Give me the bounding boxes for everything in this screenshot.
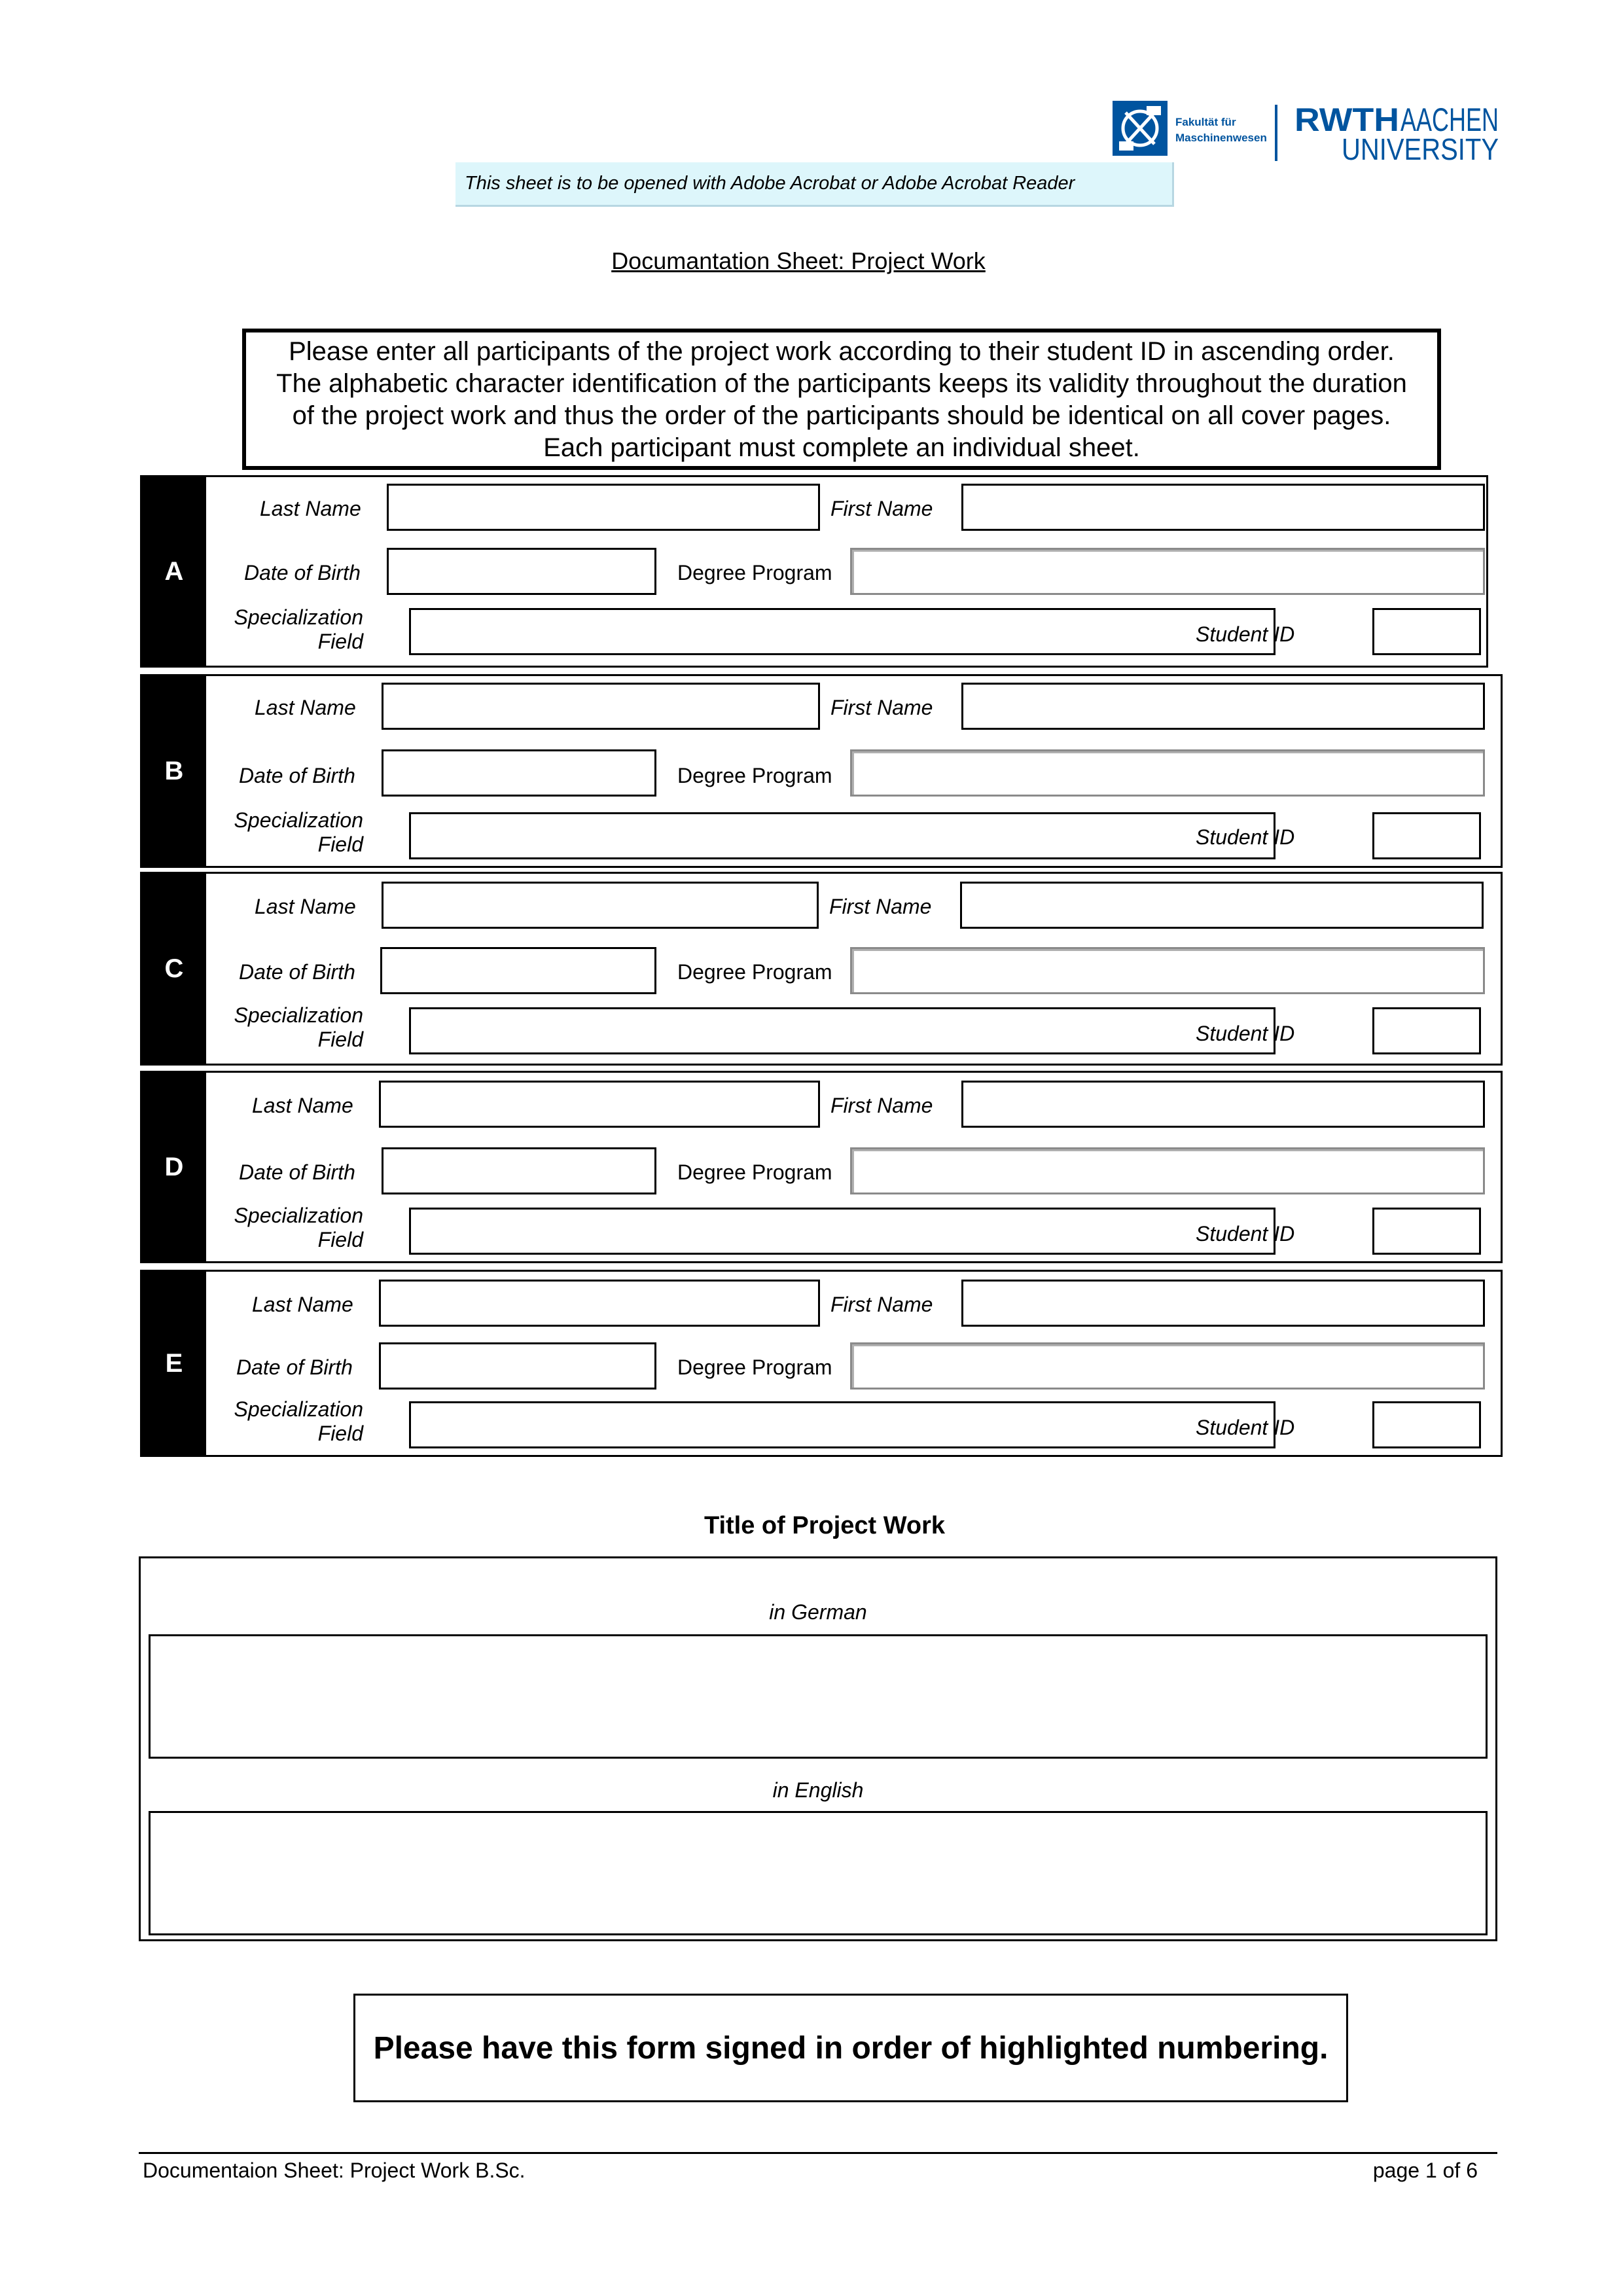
instructions-line: Each participant must complete an individual sheet. (543, 433, 1140, 462)
first-name-label: First Name (830, 1293, 933, 1316)
faculty-emblem-icon (1113, 99, 1499, 165)
specialization-label: Specialization Field (234, 1204, 363, 1251)
degree-program-label: Degree Program (677, 561, 832, 584)
first-name-label: First Name (829, 895, 932, 918)
footer-document-name: Documentaion Sheet: Project Work B.Sc. (143, 2159, 526, 2182)
footer-divider (139, 2152, 1497, 2154)
degree-program-field[interactable] (850, 1342, 1485, 1390)
student-id-label: Student ID (1196, 1022, 1295, 1045)
date-of-birth-label: Date of Birth (239, 764, 355, 787)
participant-letter: D (142, 1073, 206, 1261)
german-title-label: in German (769, 1600, 867, 1624)
date-of-birth-label: Date of Birth (236, 1355, 353, 1379)
german-title-field[interactable] (149, 1634, 1488, 1759)
first-name-field[interactable] (960, 882, 1484, 929)
last-name-label: Last Name (260, 497, 361, 520)
first-name-field[interactable] (961, 683, 1485, 730)
degree-program-label: Degree Program (677, 960, 832, 984)
university-logo (1113, 99, 1499, 165)
student-id-field[interactable] (1372, 1401, 1481, 1448)
specialization-field[interactable] (409, 1401, 1275, 1448)
instructions-box (242, 329, 1441, 470)
first-name-field[interactable] (961, 1081, 1485, 1128)
last-name-field[interactable] (387, 484, 820, 531)
student-id-label: Student ID (1196, 1222, 1295, 1246)
acrobat-notice (455, 162, 1174, 207)
student-id-field[interactable] (1372, 812, 1481, 859)
last-name-label: Last Name (252, 1293, 353, 1316)
participant-block-c (140, 872, 1503, 1066)
participant-letter: C (142, 874, 206, 1064)
last-name-field[interactable] (382, 882, 819, 929)
student-id-field[interactable] (1372, 1007, 1481, 1054)
degree-program-label: Degree Program (677, 1160, 832, 1184)
student-id-label: Student ID (1196, 622, 1295, 646)
specialization-field[interactable] (409, 608, 1275, 655)
last-name-field[interactable] (379, 1081, 820, 1128)
english-title-label: in English (772, 1778, 864, 1802)
degree-program-label: Degree Program (677, 1355, 832, 1379)
specialization-label: Specialization Field (234, 1397, 363, 1445)
svg-text:AACHEN: AACHEN (1400, 101, 1499, 138)
participant-block-a (140, 475, 1488, 668)
date-of-birth-label: Date of Birth (244, 561, 361, 584)
first-name-field[interactable] (961, 484, 1485, 531)
participant-letter: B (142, 676, 206, 866)
date-of-birth-field[interactable] (379, 1342, 656, 1390)
last-name-label: Last Name (255, 696, 356, 719)
project-title-box (139, 1556, 1497, 1941)
signing-order-note-text: Please have this form signed in order of highlighted numbering. (373, 2030, 1329, 2066)
first-name-label: First Name (830, 497, 933, 520)
instructions-line: Please enter all participants of the project work according to their student ID in ascending order. (289, 337, 1395, 366)
svg-text:Maschinenwesen: Maschinenwesen (1175, 132, 1267, 144)
instructions-line: of the project work and thus the order of the participants should be identical on all cover pages. (292, 401, 1391, 430)
student-id-label: Student ID (1196, 825, 1295, 849)
participant-letter: E (142, 1272, 206, 1455)
specialization-label: Specialization Field (234, 605, 363, 653)
specialization-label: Specialization Field (234, 808, 363, 856)
degree-program-field[interactable] (850, 947, 1485, 994)
svg-text:UNIVERSITY: UNIVERSITY (1342, 132, 1499, 166)
date-of-birth-field[interactable] (387, 548, 656, 595)
specialization-field[interactable] (409, 812, 1275, 859)
student-id-field[interactable] (1372, 1208, 1481, 1255)
student-id-field[interactable] (1372, 608, 1481, 655)
date-of-birth-field[interactable] (380, 947, 656, 994)
degree-program-label: Degree Program (677, 764, 832, 787)
last-name-label: Last Name (252, 1094, 353, 1117)
instructions-line: The alphabetic character identification of the participants keeps its validity throughout the duration (276, 369, 1407, 398)
first-name-field[interactable] (961, 1280, 1485, 1327)
degree-program-field[interactable] (850, 1147, 1485, 1194)
svg-text:RWTH: RWTH (1294, 101, 1399, 138)
first-name-label: First Name (830, 1094, 933, 1117)
english-title-field[interactable] (149, 1811, 1488, 1935)
degree-program-field[interactable] (850, 749, 1485, 797)
degree-program-field[interactable] (850, 548, 1485, 595)
participant-letter: A (142, 477, 206, 666)
specialization-field[interactable] (409, 1208, 1275, 1255)
date-of-birth-field[interactable] (382, 1147, 656, 1194)
project-title-heading: Title of Project Work (704, 1512, 946, 1539)
date-of-birth-field[interactable] (382, 749, 656, 797)
date-of-birth-label: Date of Birth (239, 960, 355, 984)
last-name-field[interactable] (379, 1280, 820, 1327)
student-id-label: Student ID (1196, 1416, 1295, 1439)
date-of-birth-label: Date of Birth (239, 1160, 355, 1184)
last-name-field[interactable] (382, 683, 820, 730)
participant-block-b (140, 674, 1503, 868)
first-name-label: First Name (830, 696, 933, 719)
acrobat-notice-text: This sheet is to be opened with Adobe Acrobat or Adobe Acrobat Reader (465, 173, 1075, 194)
participant-block-d (140, 1071, 1503, 1263)
signing-order-note (353, 1994, 1348, 2102)
document-title: Documantation Sheet: Project Work (611, 247, 986, 274)
participant-block-e (140, 1270, 1503, 1457)
last-name-label: Last Name (255, 895, 356, 918)
specialization-field[interactable] (409, 1007, 1275, 1054)
footer-page-number: page 1 of 6 (1372, 2159, 1478, 2182)
specialization-label: Specialization Field (234, 1003, 363, 1051)
svg-text:Fakultät für: Fakultät für (1175, 116, 1236, 128)
